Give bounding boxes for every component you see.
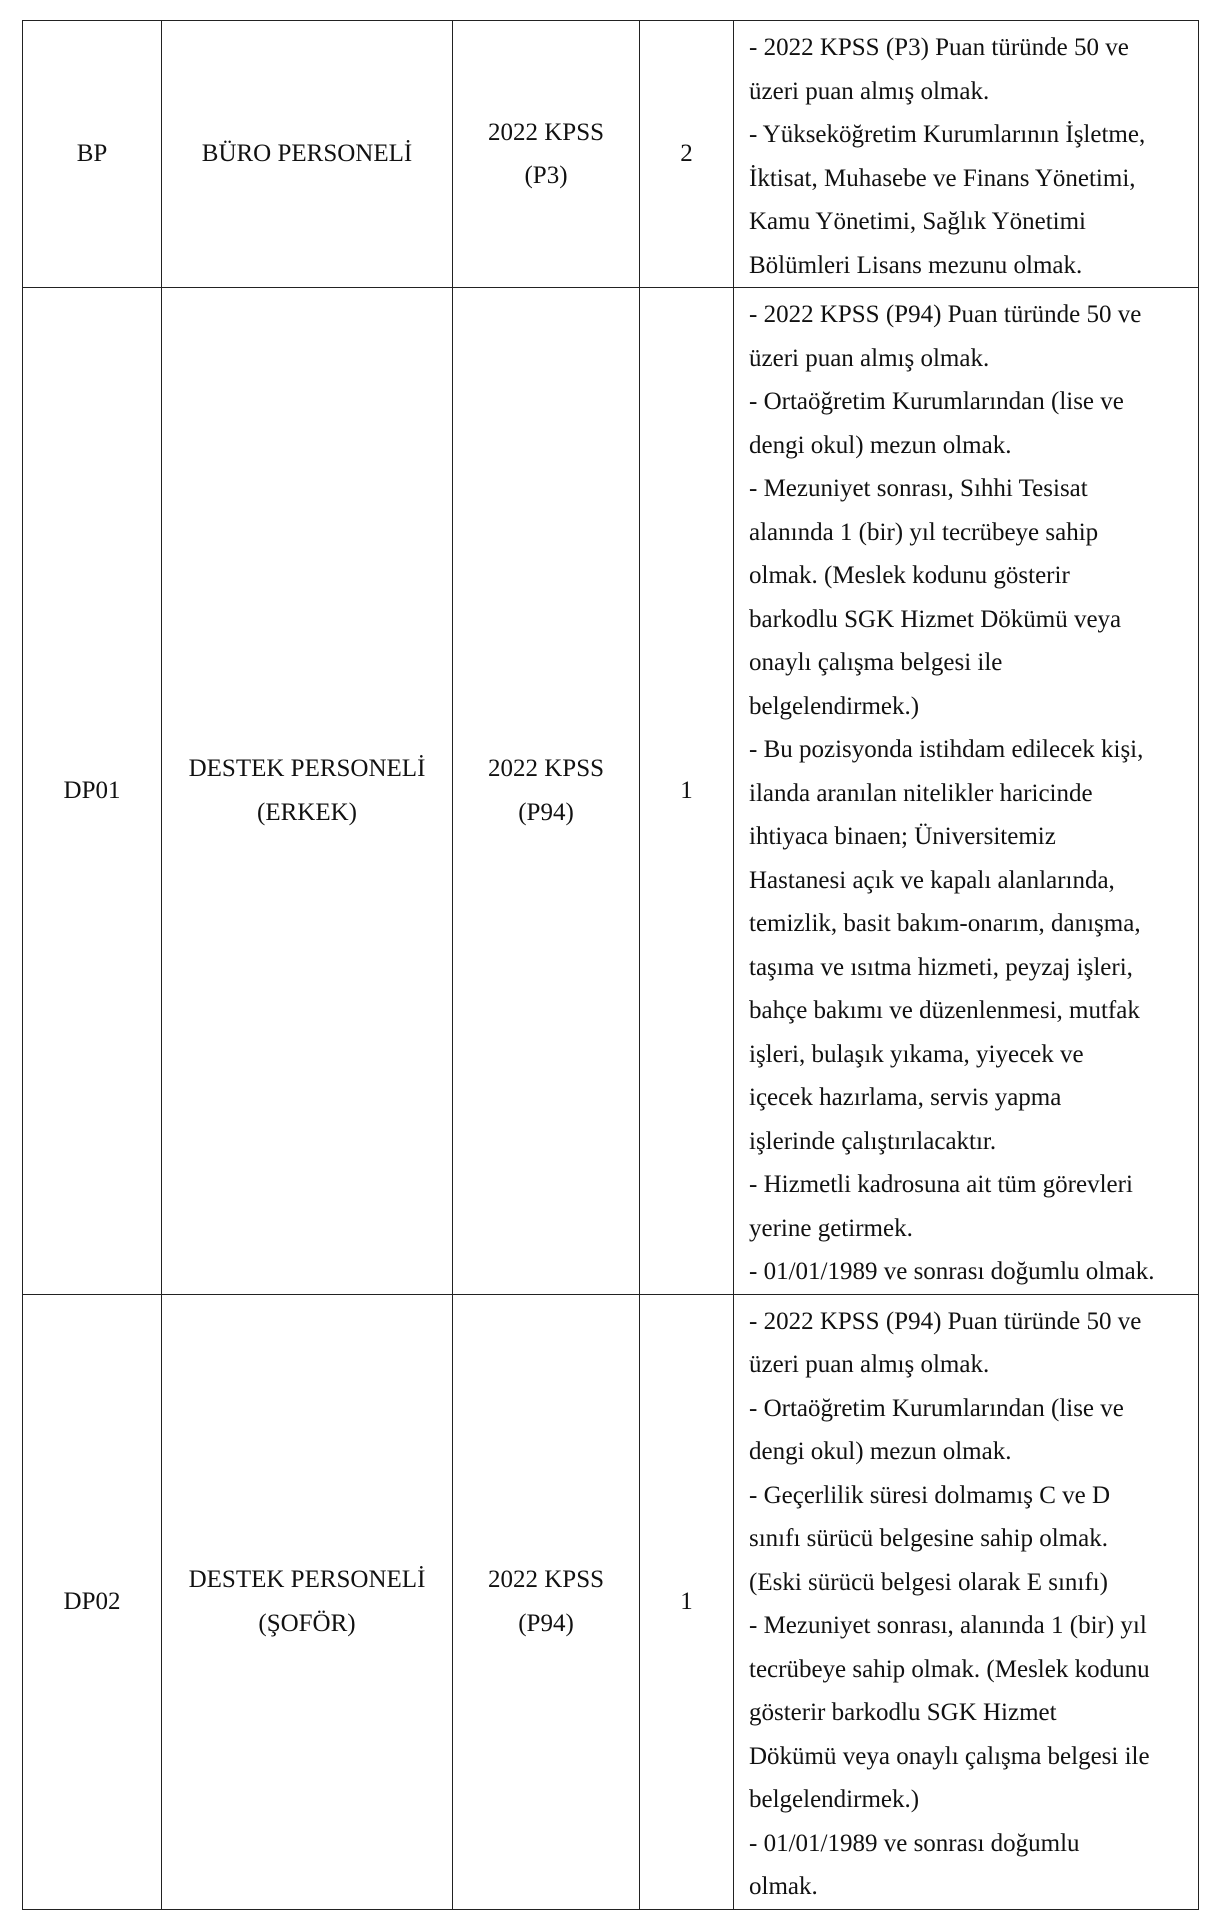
requirement-line: - Ortaöğretim Kurumlarından (lise ve	[749, 1394, 1124, 1422]
table-row-bp	[23, 21, 1199, 288]
requirement-line: - 2022 KPSS (P94) Puan türünde 50 ve	[749, 1307, 1142, 1335]
requirement-line: bahçe bakımı ve düzenlenmesi, mutfak	[749, 997, 1140, 1024]
position-code-text: DP01	[63, 777, 121, 804]
position-code	[23, 288, 162, 1295]
requirement-line: üzeri puan almış olmak.	[749, 77, 990, 105]
requirement-line: dengi okul) mezun olmak.	[749, 1438, 1012, 1465]
position-title	[162, 288, 453, 1295]
requirement-line: Bölümleri Lisans mezunu olmak.	[749, 251, 1083, 279]
requirement-line: olmak. (Meslek kodunu gösterir	[749, 562, 1070, 589]
position-count	[640, 1294, 734, 1909]
requirements-cell	[734, 1294, 1199, 1909]
requirement-line: taşıma ve ısıtma hizmeti, peyzaj işleri,	[749, 953, 1133, 981]
position-code	[23, 21, 162, 288]
position-code-text: DP02	[63, 1587, 121, 1615]
requirement-line: işleri, bulaşık yıkama, yiyecek ve	[749, 1040, 1084, 1068]
position-title	[162, 1294, 453, 1909]
table-row-dp01	[23, 288, 1199, 1295]
position-count-text: 1	[680, 1587, 693, 1615]
requirements-cell	[734, 288, 1199, 1295]
requirement-line: İktisat, Muhasebe ve Finans Yönetimi,	[749, 164, 1136, 192]
requirement-line: temizlik, basit bakım-onarım, danışma,	[749, 910, 1141, 937]
requirements-cell	[734, 21, 1199, 288]
requirement-line: gösterir barkodlu SGK Hizmet	[749, 1699, 1057, 1726]
requirement-line: - Geçerlilik süresi dolmamış C ve D	[749, 1481, 1111, 1509]
exam-type-line: (P94)	[518, 1609, 574, 1637]
requirement-line: - 01/01/1989 ve sonrası doğumlu olmak.	[749, 1258, 1155, 1285]
requirement-line: işlerinde çalıştırılacaktır.	[749, 1127, 997, 1155]
requirement-line: ihtiyaca binaen; Üniversitemiz	[749, 823, 1056, 850]
requirement-line: - Bu pozisyonda istihdam edilecek kişi,	[749, 736, 1144, 763]
requirement-line: sınıfı sürücü belgesine sahip olmak.	[749, 1525, 1108, 1552]
position-title-line: DESTEK PERSONELİ	[188, 755, 426, 783]
exam-type-line: 2022 KPSS	[487, 755, 604, 783]
position-count	[640, 21, 734, 288]
exam-type-line: (P94)	[518, 798, 574, 826]
position-title-line: DESTEK PERSONELİ	[188, 1566, 426, 1593]
requirement-line: yerine getirmek.	[749, 1214, 913, 1242]
position-code	[23, 1294, 162, 1909]
position-title-line: (ŞOFÖR)	[258, 1609, 356, 1637]
position-code-text: BP	[76, 140, 108, 168]
position-count-text: 1	[680, 777, 693, 804]
requirement-line: içecek hazırlama, servis yapma	[749, 1084, 1062, 1111]
exam-type-line: 2022 KPSS	[487, 1566, 604, 1593]
requirement-line: barkodlu SGK Hizmet Dökümü veya	[749, 605, 1122, 633]
position-count-text: 2	[680, 140, 693, 168]
requirement-line: - Hizmetli kadrosuna ait tüm görevleri	[749, 1171, 1133, 1198]
requirement-line: onaylı çalışma belgesi ile	[749, 649, 1003, 676]
requirement-line: (Eski sürücü belgesi olarak E sınıfı)	[749, 1568, 1108, 1596]
requirement-line: - Ortaöğretim Kurumlarından (lise ve	[749, 388, 1124, 415]
requirement-line: - Yükseköğretim Kurumlarının İşletme,	[749, 121, 1146, 148]
requirement-line: - 2022 KPSS (P94) Puan türünde 50 ve	[749, 301, 1142, 328]
requirement-line: dengi okul) mezun olmak.	[749, 431, 1012, 459]
requirement-line: - 01/01/1989 ve sonrası doğumlu	[749, 1829, 1080, 1857]
requirement-line: - 2022 KPSS (P3) Puan türünde 50 ve	[749, 34, 1129, 61]
requirement-line: olmak.	[749, 1873, 818, 1900]
requirement-line: alanında 1 (bir) yıl tecrübeye sahip	[749, 518, 1099, 546]
requirement-line: belgelendirmek.)	[749, 1786, 920, 1813]
requirement-line: belgelendirmek.)	[749, 692, 920, 720]
requirement-line: - Mezuniyet sonrası, Sıhhi Tesisat	[749, 475, 1088, 502]
exam-type	[453, 21, 640, 288]
requirement-line: Dökümü veya onaylı çalışma belgesi ile	[749, 1742, 1150, 1770]
requirement-line: üzeri puan almış olmak.	[749, 1351, 990, 1378]
exam-type	[453, 1294, 640, 1909]
position-count	[640, 288, 734, 1295]
requirement-line: tecrübeye sahip olmak. (Meslek kodunu	[749, 1655, 1150, 1683]
exam-type	[453, 288, 640, 1295]
position-title	[162, 21, 453, 288]
position-title-line: BÜRO PERSONELİ	[201, 140, 413, 168]
requirement-line: ilanda aranılan nitelikler haricinde	[749, 779, 1093, 807]
exam-type-line: 2022 KPSS	[487, 118, 604, 146]
exam-type-line: (P3)	[524, 162, 568, 189]
requirement-line: Kamu Yönetimi, Sağlık Yönetimi	[749, 208, 1086, 235]
positions-table	[22, 20, 1199, 1910]
requirement-line: - Mezuniyet sonrası, alanında 1 (bir) yıl	[749, 1612, 1147, 1639]
requirement-line: Hastanesi açık ve kapalı alanlarında,	[749, 866, 1115, 894]
table-row-dp02	[23, 1294, 1199, 1909]
position-title-line: (ERKEK)	[257, 798, 357, 826]
requirement-line: üzeri puan almış olmak.	[749, 344, 990, 372]
